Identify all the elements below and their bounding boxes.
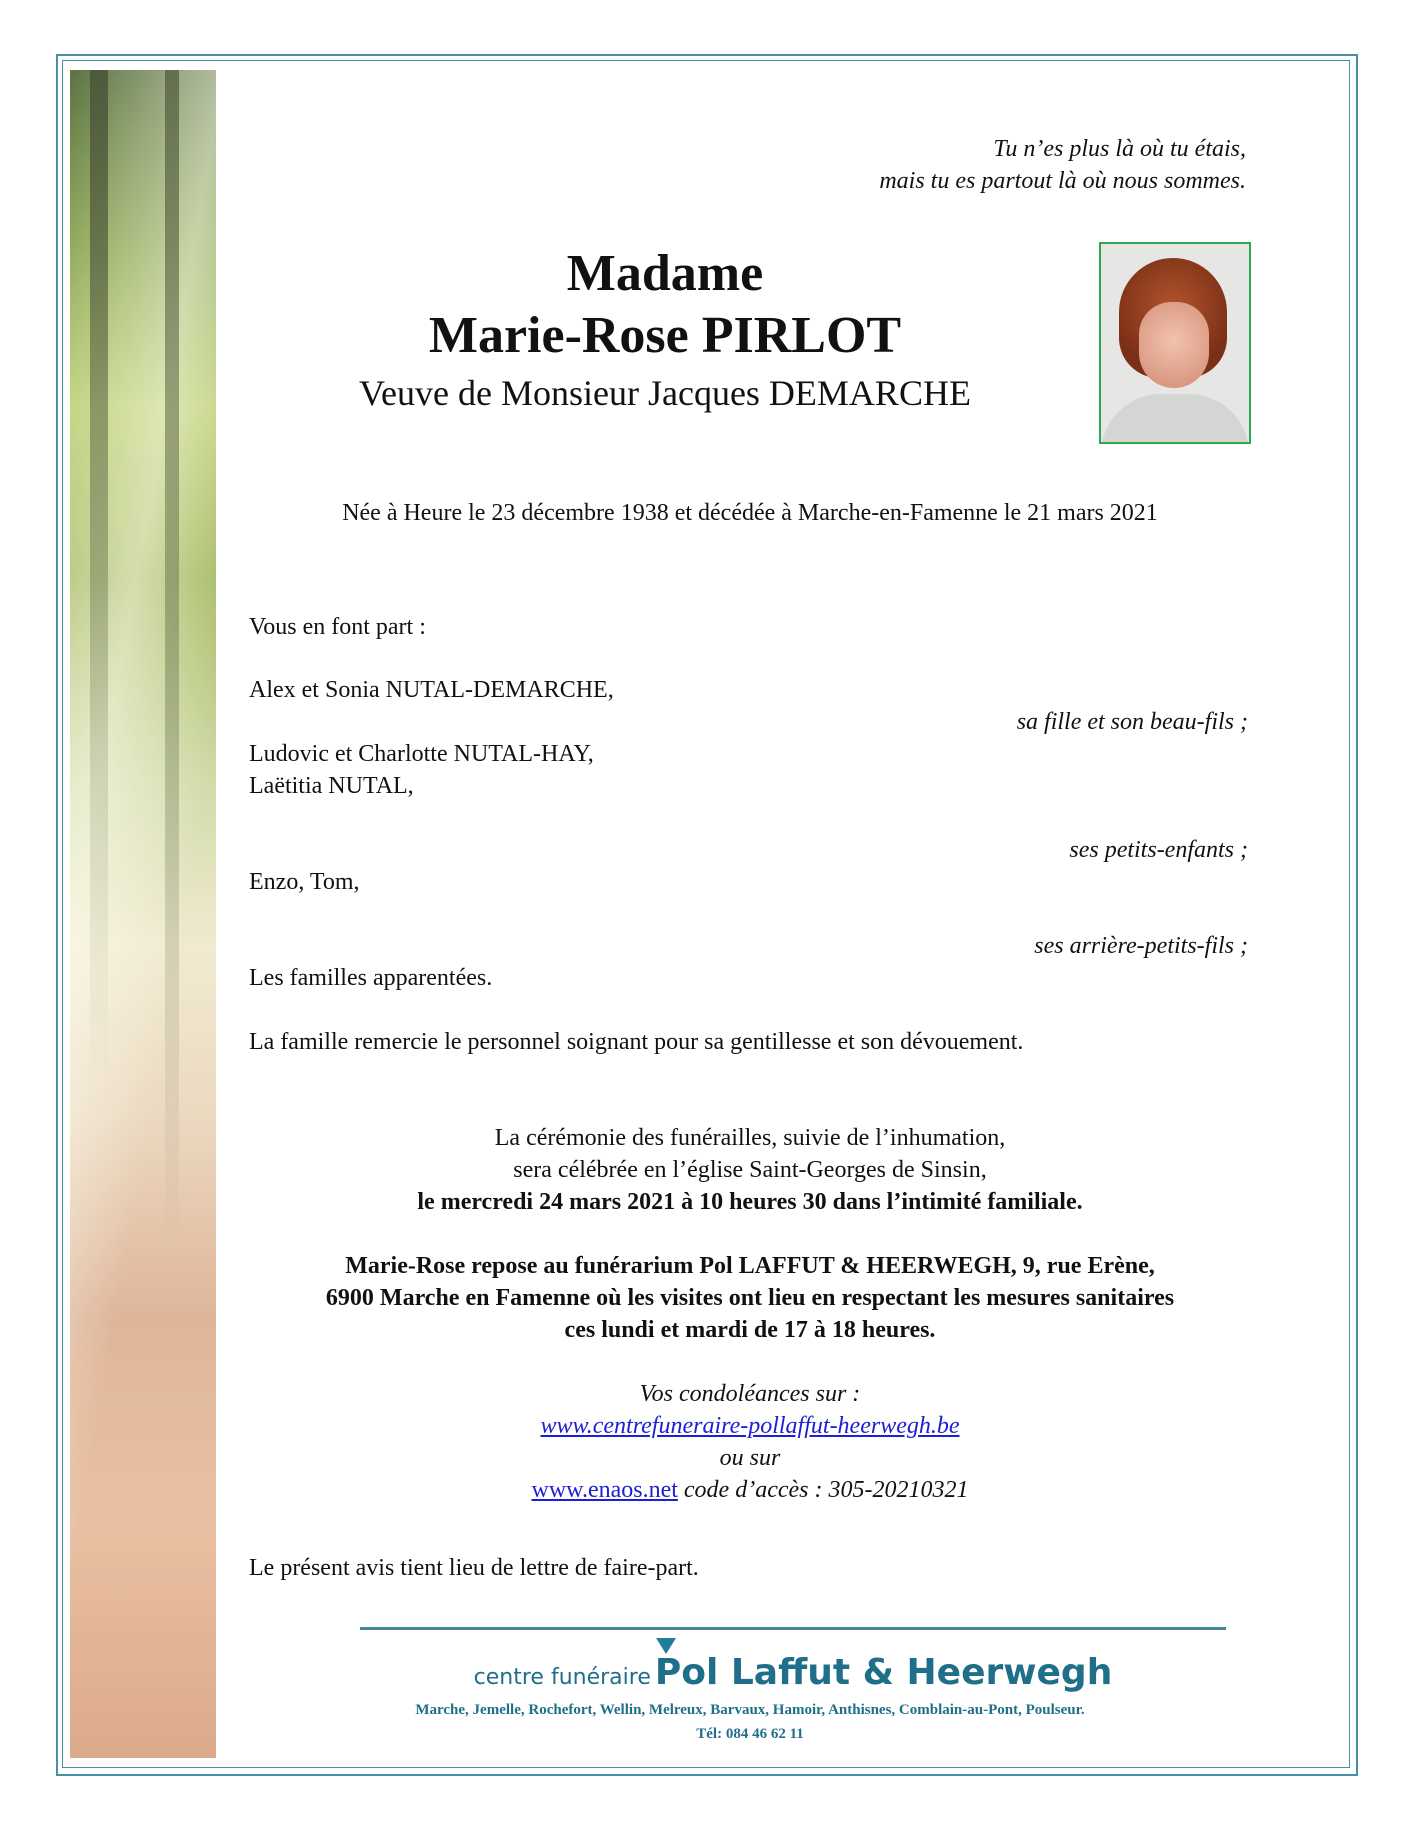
condolences-link-primary[interactable]: www.centrefuneraire-pollaffut-heerwegh.be: [540, 1413, 960, 1439]
visits-info: [250, 1250, 1250, 1346]
closing-text: Le présent avis tient lieu de lettre de faire-part.: [249, 1555, 699, 1581]
visits-line: Marie-Rose repose au funérarium Pol LAFFUT & HEERWEGH, 9, rue Erène,: [345, 1253, 1155, 1279]
epigraph-line: mais tu es partout là où nous sommes.: [879, 168, 1246, 194]
ceremony-info: [250, 1122, 1250, 1218]
condolences-intro: Vos condoléances sur :: [639, 1381, 861, 1407]
ceremony-date: le mercredi 24 mars 2021 à 10 heures 30 dans l’intimité familiale.: [417, 1189, 1083, 1215]
family-relation: sa fille et son beau-fils ;: [1016, 709, 1248, 735]
forest-path-banner-image: [70, 70, 216, 1758]
family-relation: ses petits-enfants ;: [1069, 837, 1248, 863]
family-relation: ses arrière-petits-fils ;: [1034, 933, 1248, 959]
epigraph: [879, 133, 1246, 197]
condolences-info: [250, 1378, 1250, 1506]
portrait-photo: [1099, 242, 1251, 444]
announce-intro: Vous en font part :: [249, 614, 426, 640]
visits-line: 6900 Marche en Famenne où les visites ont lieu en respectant les mesures sanitaires: [325, 1285, 1175, 1311]
family-line: Laëtitia NUTAL,: [249, 773, 414, 799]
family-line: Alex et Sonia NUTAL-DEMARCHE,: [249, 677, 614, 703]
thanks-text: La famille remercie le personnel soignant pour sa gentillesse et son dévouement.: [249, 1029, 1024, 1055]
condolences-or: ou sur: [719, 1445, 781, 1471]
footer-towns: Marche, Jemelle, Rochefort, Wellin, Melreux, Barvaux, Hamoir, Anthisnes, Comblain-au-Pont, Poulseur.: [415, 1702, 1085, 1718]
epigraph-line: Tu n’es plus là où tu étais,: [993, 136, 1246, 162]
footer-divider: [360, 1627, 1226, 1630]
family-line: Enzo, Tom,: [249, 869, 360, 895]
widow-of: Veuve de Monsieur Jacques DEMARCHE: [359, 373, 971, 413]
logo-prefix: centre funéraire: [473, 1665, 651, 1690]
deceased-name: Marie-Rose PIRLOT: [428, 307, 902, 364]
footer-phone: Tél: 084 46 62 11: [696, 1726, 804, 1742]
condolences-link-enaos[interactable]: www.enaos.net: [531, 1477, 678, 1503]
family-line: Les familles apparentées.: [249, 965, 493, 991]
access-code: code d’accès : 305-20210321: [677, 1477, 969, 1503]
tree-trunk-shape: [90, 70, 108, 1758]
funeral-home-logo: [360, 1652, 1226, 1693]
family-line: Ludovic et Charlotte NUTAL-HAY,: [249, 741, 594, 767]
visits-line: ces lundi et mardi de 17 à 18 heures.: [564, 1317, 936, 1343]
tree-trunk-shape: [165, 70, 179, 1252]
honorific: Madame: [566, 245, 764, 302]
logo-name: Pol Laffut & Heerwegh: [654, 1652, 1113, 1693]
birth-death-line: Née à Heure le 23 décembre 1938 et décédée à Marche-en-Famenne le 21 mars 2021: [342, 500, 1158, 526]
ceremony-line: sera célébrée en l’église Saint-Georges de Sinsin,: [513, 1157, 987, 1183]
ceremony-line: La cérémonie des funérailles, suivie de l’inhumation,: [494, 1125, 1006, 1151]
deceased-heading: [250, 243, 1080, 415]
